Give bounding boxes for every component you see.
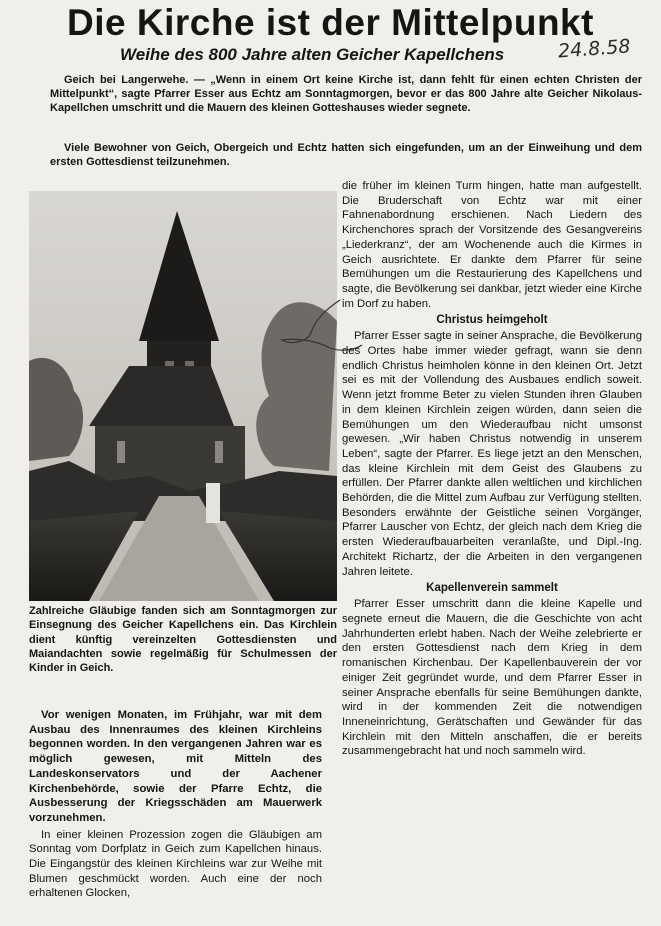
left-column: [29, 708, 322, 901]
body-paragraph: In einer kleinen Prozession zogen die Gläubigen am Sonntag vom Dorfplatz in Geich zum Kapellchen hinaus. Die Eingangstür des kleinen Kirchleins war zur Weihe mit Blumen geschmückt worden. Auch eine der noch erhaltenen Glocken,: [29, 828, 322, 900]
right-column: [342, 179, 642, 759]
handwritten-date: 24.8.58: [557, 35, 632, 63]
headline: Die Kirche ist der Mittelpunkt: [67, 2, 594, 43]
body-paragraph: die früher im kleinen Turm hingen, hatte man aufgestellt. Die Bruderschaft von Echtz war mit einer Fahnenabordnung erschienen. Nach Liedern des Kirchenchores sprach der Vorsitzende des Gesangvereins „Liederkranz“, der am Wochenende auch die Kirmes in Geich ausrichtete. Er dankte dem Pfarrer für seine Bemühungen um die Restaurierung des Kapellchens und sagte, die Bevölkerung sei dankbar, jetzt wieder eine Kirche im Dorf zu haben.: [342, 180, 642, 310]
pen-scribble-mark-icon: [270, 290, 365, 360]
subheadline: Weihe des 800 Jahre alten Geicher Kapellchens: [120, 45, 505, 64]
section-heading-kapellenverein: Kapellenverein sammelt: [426, 582, 558, 595]
lead-paragraph: Geich bei Langerwehe. — „Wenn in einem Ort keine Kirche ist, dann fehlt für einen echten Christen der Mittelpunkt“, sagte Pfarrer Esser aus Echtz am Sonntagmorgen, bevor er das 800 Jahre alte Geicher Nikolaus-Kapellchen umschritt und die Mauern des kleinen Gotteshauses wieder segnete.: [50, 74, 642, 114]
church-photo: [29, 191, 337, 601]
body-paragraph: Pfarrer Esser sagte in seiner Ansprache, die Bevölkerung des Ortes habe immer wieder gefragt, wann sie denn endlich Christus heimholen könne in den kleinen Ort. Jetzt sei es mit der Vollendung des Ausbaues endlich soweit. Wenn jetzt fromme Beter zu vielen Stunden ihren Glauben in dem kleinen Kirchlein zeigen würden, dann seien die Bemühungen um den Wiederaufbau nicht umsonst gewesen. „Wir haben Christus notwendig in unserem Leben“, sagte der Pfarrer. Es liege jetzt an den Menschen, das kleine Kirchlein mit dem Geist des Glaubens zu erfüllen. Der Pfarrer dankte allen weltlichen und kirchlichen Behörden, die die Mittel zum Aufbau zur Verfügung stellten. Besonders erwähnte der Geistliche seinen Vorgänger, Pfarrer Lauscher von Echtz, der gleich nach dem Krieg die ersten Wiederaufbauarbeiten veranlaßte, und Dipl.-Ing. Architekt Richartz, der die Arbeiten in den vergangenen Jahren leitete.: [342, 330, 642, 578]
body-paragraph: Vor wenigen Monaten, im Frühjahr, war mit dem Ausbau des Innenraumes des kleinen Kirchleins begonnen worden. In den vergangenen Jahren war es möglich gewesen, mit Mitteln des Landeskonservators und der Aachener Kirchenbehörde, sowie der Pfarre Echtz, die Ausbesserung der Kriegsschäden am Mauerwerk vorzunehmen.: [29, 709, 322, 824]
body-paragraph: Pfarrer Esser umschritt dann die kleine Kapelle und segnete erneut die Mauern, die die Geschichte von acht Jahrhunderten erlebt haben. Nach der Weihe zelebrierte er den ersten Gottesdienst nach dem Krieg in dem romanischen Kirchenbau. Der Kapellenbauverein der vor einiger Zeit gegründet wurde, und dem Pfarrer Esser in seiner Ansprache ebenfalls für seine Bemühungen dankte, wird in der kommenden Zeit die notwendigen Inneneinrichtung, Gerätschaften und Gewänder für das Kirchlein mit den Mitteln anschaffen, die er bereits zusammengebracht hat und noch sammeln wird.: [342, 598, 642, 758]
church-photo-icon: [29, 191, 337, 601]
photo-caption: Zahlreiche Gläubige fanden sich am Sonntagmorgen zur Einsegnung des Geicher Kapellchens ein. Das Kirchlein dient künftig vereinzelten Gottesdiensten und Maiandachten sowie regelmäßig für Schulmessen der Kinder in Geich.: [29, 605, 337, 675]
lead-paragraph-2: Viele Bewohner von Geich, Obergeich und Echtz hatten sich eingefunden, um an der Einweihung und dem ersten Gottesdienst teilzunehmen.: [50, 142, 642, 168]
section-heading-christus: Christus heimgeholt: [436, 314, 548, 327]
